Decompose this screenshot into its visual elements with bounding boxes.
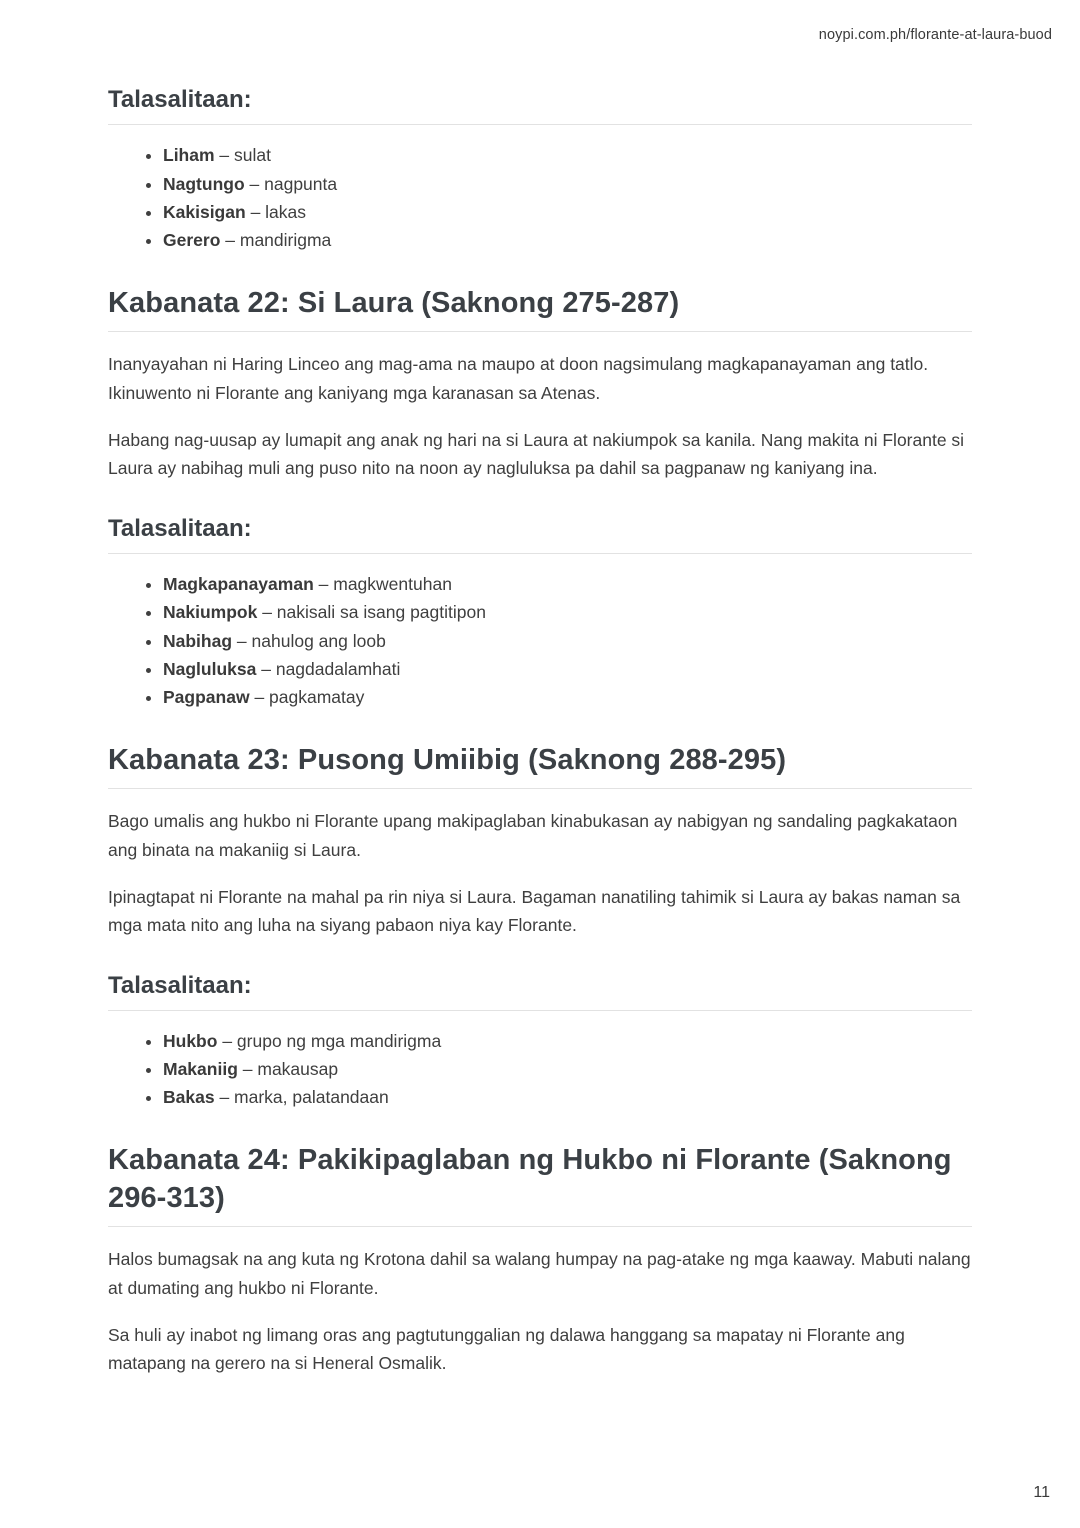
vocab-list	[108, 141, 972, 254]
vocab-term: Magkapanayaman	[163, 573, 314, 594]
vocab-definition: – nahulog ang loob	[236, 630, 386, 651]
vocab-item	[163, 226, 972, 254]
chapter-heading-24: Kabanata 24: Pakikipaglaban ng Hukbo ni Florante (Saknong 296-313)	[108, 1142, 972, 1227]
chapter-paragraph: Bago umalis ang hukbo ni Florante upang makipaglaban kinabukasan ay nabigyan ng sandaling pagkakataon ang binata na makaniig si Laura.	[108, 811, 958, 860]
vocab-definition: – nagpunta	[249, 173, 338, 194]
vocab-term: Liham	[163, 145, 215, 166]
vocab-definition: – nagdadalamhati	[261, 658, 401, 679]
chapter-paragraph: Ipinagtapat ni Florante na mahal pa rin niya si Laura. Bagaman nanatiling tahimik si Laura ay bakas naman sa mga mata nito ang luha na siyang pabaon niya kay Florante.	[108, 886, 961, 936]
vocab-term: Kakisigan	[163, 201, 246, 222]
vocab-item	[163, 1055, 972, 1083]
vocab-item	[163, 1027, 972, 1055]
chapter-paragraph: Sa huli ay inabot ng limang oras ang pagtutunggalian ng dalawa hanggang sa mapatay ni Florante ang matapang na gerero na si Heneral Osmalik.	[108, 1324, 905, 1374]
vocab-definition: – makausap	[242, 1059, 339, 1080]
page-content	[0, 43, 1080, 1378]
chapter-paragraph: Inanyayahan ni Haring Linceo ang mag-ama na maupo at doon nagsimulang magkapanayaman ang tatlo. Ikinuwento ni Florante ang kaniyang mga karanasan sa Atenas.	[108, 354, 929, 403]
page-header	[0, 0, 1080, 43]
vocab-list	[108, 570, 972, 712]
vocab-definition: – lakas	[250, 201, 307, 222]
vocab-definition: – mandirigma	[225, 230, 332, 251]
vocab-term: Gerero	[163, 230, 221, 251]
page-number: 11	[1033, 1484, 1050, 1501]
chapter-heading-22: Kabanata 22: Si Laura (Saknong 275-287)	[108, 285, 972, 333]
vocab-definition: – grupo ng mga mandirigma	[222, 1030, 442, 1051]
vocab-term: Pagpanaw	[163, 687, 250, 708]
chapter-heading-23: Kabanata 23: Pusong Umiibig (Saknong 288-295)	[108, 742, 972, 790]
vocab-item	[163, 655, 972, 683]
vocab-term: Hukbo	[163, 1030, 218, 1051]
vocab-section-heading: Talasalitaan:	[108, 84, 972, 125]
vocab-definition: – nakisali sa isang pagtitipon	[262, 602, 486, 623]
chapter-paragraph: Halos bumagsak na ang kuta ng Krotona dahil sa walang humpay na pag-atake ng mga kaaway. Mabuti nalang at dumating ang hukbo ni Florante.	[108, 1249, 971, 1298]
vocab-definition: – magkwentuhan	[318, 573, 452, 594]
vocab-item	[163, 570, 972, 598]
vocab-term: Nagluluksa	[163, 658, 257, 679]
vocab-item	[163, 598, 972, 626]
vocab-term: Nakiumpok	[163, 602, 258, 623]
vocab-definition: – pagkamatay	[254, 687, 365, 708]
vocab-item	[163, 683, 972, 711]
vocab-term: Nagtungo	[163, 173, 245, 194]
page-url: noypi.com.ph/florante-at-laura-buod	[818, 27, 1052, 43]
vocab-item	[163, 141, 972, 169]
vocab-term: Bakas	[163, 1087, 215, 1108]
vocab-section-heading: Talasalitaan:	[108, 513, 972, 554]
vocab-term: Makaniig	[163, 1059, 238, 1080]
chapter-paragraph: Habang nag-uusap ay lumapit ang anak ng hari na si Laura at nakiumpok sa kanila. Nang makita ni Florante si Laura ay nabihag muli ang puso nito na noon ay nagluluksa pa dahil sa pagpanaw ng kaniyang ina.	[108, 429, 965, 479]
vocab-list	[108, 1027, 972, 1112]
vocab-item	[163, 198, 972, 226]
vocab-definition: – sulat	[219, 145, 271, 166]
vocab-section-heading: Talasalitaan:	[108, 970, 972, 1011]
vocab-item	[163, 170, 972, 198]
vocab-item	[163, 627, 972, 655]
vocab-definition: – marka, palatandaan	[219, 1087, 389, 1108]
vocab-item	[163, 1083, 972, 1111]
vocab-term: Nabihag	[163, 630, 233, 651]
